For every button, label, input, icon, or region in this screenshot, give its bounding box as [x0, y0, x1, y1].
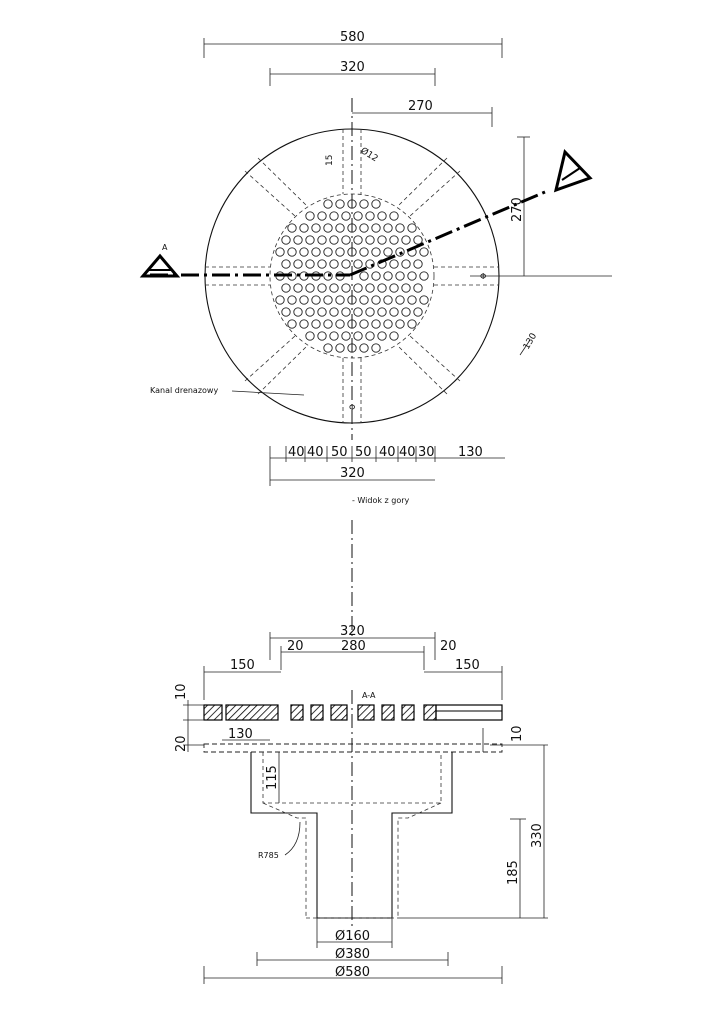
grate-hole: [306, 332, 314, 340]
grate-hole: [402, 308, 410, 316]
grate-hole: [324, 320, 332, 328]
section-title: A-A: [362, 691, 376, 700]
grate-hole: [372, 296, 380, 304]
dimension-channel-130: [520, 331, 539, 355]
grate-hole: [342, 260, 350, 268]
grate-hole: [294, 260, 302, 268]
grate-hole: [288, 296, 296, 304]
dimension-heights: [398, 745, 548, 918]
grate-hole: [354, 284, 362, 292]
grate-hole: [360, 200, 368, 208]
grate-hole: [420, 248, 428, 256]
dim-total-label: 320: [340, 466, 365, 481]
grate-hole: [402, 284, 410, 292]
grate-hole: [342, 212, 350, 220]
spacing-6: 40: [399, 445, 416, 460]
grate-hole: [324, 296, 332, 304]
dimension-chain: [270, 445, 505, 486]
dimension-plate-thickness: [174, 683, 204, 752]
grate-hole: [336, 224, 344, 232]
dim-channel-label: 130: [521, 331, 540, 352]
grate-hole: [342, 284, 350, 292]
dim-right-flange-label: 150: [455, 658, 480, 673]
grate-hole: [330, 236, 338, 244]
grate-hole: [306, 284, 314, 292]
grate-hole: [306, 212, 314, 220]
grate-hole: [378, 332, 386, 340]
grate-hole: [282, 308, 290, 316]
grate-hole: [312, 248, 320, 256]
dim-right-step-label: 20: [440, 639, 457, 654]
grate-hole: [324, 200, 332, 208]
grate-hole: [300, 248, 308, 256]
dim-left-flange-label: 150: [230, 658, 255, 673]
grate-hole: [390, 308, 398, 316]
grate-hole: [318, 260, 326, 268]
grate-hole: [408, 320, 416, 328]
grate-hole: [396, 272, 404, 280]
dim-right-edge-label: 10: [510, 725, 525, 742]
grate-hole: [318, 332, 326, 340]
grate-hole: [408, 296, 416, 304]
grate-plate: [204, 705, 502, 720]
grate-hole: [282, 284, 290, 292]
grate-hole: [354, 308, 362, 316]
grate-hole: [372, 224, 380, 232]
grate-hole: [366, 332, 374, 340]
grate-hole: [408, 272, 416, 280]
spacing-3: 50: [331, 445, 348, 460]
grate-hole: [360, 224, 368, 232]
grate-hole: [420, 272, 428, 280]
dimension-overall-580: [204, 30, 502, 58]
grate-hole: [324, 224, 332, 232]
grate-hole: [390, 332, 398, 340]
grate-hole: [366, 236, 374, 244]
grate-hole: [354, 332, 362, 340]
dim-top-label: 320: [340, 624, 365, 639]
grate-hole: [312, 296, 320, 304]
spacing-4: 50: [355, 445, 372, 460]
grate-hole: [294, 308, 302, 316]
grate-hole: [372, 344, 380, 352]
grate-hole: [378, 212, 386, 220]
grate-hole: [330, 284, 338, 292]
grate-hole: [414, 308, 422, 316]
flange: [204, 725, 525, 752]
grate-hole: [402, 236, 410, 244]
section-mark-left: A: [162, 243, 168, 252]
grate-hole: [342, 308, 350, 316]
section-view: [174, 624, 548, 984]
grate-hole: [288, 224, 296, 232]
grate-hole: [306, 308, 314, 316]
grate-hole: [282, 236, 290, 244]
grate-hole: [312, 320, 320, 328]
section-arrow-right: [556, 152, 590, 190]
grate-hole: [342, 236, 350, 244]
dimension-depth-115: [265, 752, 280, 803]
grate-hole: [300, 224, 308, 232]
grate-hole: [378, 308, 386, 316]
dia-pipe-label: Ø160: [335, 929, 371, 944]
grate-hole: [294, 236, 302, 244]
dim-height-label: 330: [530, 823, 545, 848]
grate-hole: [288, 248, 296, 256]
grate-hole: [390, 212, 398, 220]
grate-hole: [414, 284, 422, 292]
channel-callout: [150, 386, 304, 395]
grate-hole: [366, 212, 374, 220]
grate-hole: [336, 344, 344, 352]
dim-grate-label: 320: [340, 60, 365, 75]
grate-hole: [360, 272, 368, 280]
grate-hole: [318, 236, 326, 244]
grate-hole: [390, 284, 398, 292]
dia-flange-label: Ø580: [335, 965, 371, 980]
grate-hole: [372, 200, 380, 208]
phi-mark-bottom: Φ: [349, 403, 356, 412]
dim-inner-label: 280: [341, 639, 366, 654]
grate-hole: [342, 332, 350, 340]
grate-hole: [396, 248, 404, 256]
grate-hole: [372, 320, 380, 328]
dim-radius-label: 270: [408, 99, 433, 114]
grate-hole: [420, 296, 428, 304]
radius-callout: [258, 822, 300, 860]
grate-hole: [396, 296, 404, 304]
grate-hole: [360, 320, 368, 328]
dim-right-label: 130: [458, 445, 483, 460]
grate-hole: [336, 248, 344, 256]
view-caption: - Widok z gory: [352, 496, 410, 505]
dim-slot-label: 15: [325, 154, 335, 166]
grate-hole: [336, 320, 344, 328]
dimension-flanges-150: [204, 658, 502, 700]
grate-hole: [318, 284, 326, 292]
grate-hole: [312, 224, 320, 232]
channel-label: Kanal drenazowy: [150, 386, 219, 395]
grate-hole: [396, 320, 404, 328]
grate-hole: [276, 296, 284, 304]
spacing-7: 30: [418, 445, 435, 460]
grate-hole: [372, 272, 380, 280]
grate-hole: [414, 236, 422, 244]
grate-hole: [324, 344, 332, 352]
grate-hole: [330, 308, 338, 316]
grate-hole: [306, 260, 314, 268]
dimension-vertical-270: [510, 137, 530, 276]
grate-hole: [300, 320, 308, 328]
dimension-diameters: [204, 918, 502, 984]
dim-hole-label: Ø12: [358, 146, 380, 165]
grate-hole: [330, 332, 338, 340]
grate-hole: [384, 320, 392, 328]
grate-hole: [294, 284, 302, 292]
grate-hole: [378, 236, 386, 244]
grate-hole: [378, 284, 386, 292]
dim-depth-label: 115: [265, 765, 280, 790]
dimension-grate-320: [270, 60, 435, 86]
grate-hole: [384, 272, 392, 280]
grate-hole: [318, 308, 326, 316]
spacing-5: 40: [379, 445, 396, 460]
grate-hole: [390, 260, 398, 268]
grate-hole: [360, 296, 368, 304]
dimension-section-280: [281, 639, 457, 670]
grate-hole: [336, 296, 344, 304]
dimension-radius-270: [352, 99, 492, 127]
dim-flange-label: 20: [174, 735, 189, 752]
section-arrow-left: [143, 243, 177, 276]
grate-hole: [306, 236, 314, 244]
dim-left-step-label: 20: [287, 639, 304, 654]
dim-overall-label: 580: [340, 30, 365, 45]
phi-mark-right: Φ: [480, 272, 487, 281]
grate-hole: [414, 260, 422, 268]
grate-hole: [318, 212, 326, 220]
grate-hole: [330, 260, 338, 268]
radius-label: R785: [258, 851, 279, 860]
grate-hole: [354, 236, 362, 244]
grate-hole: [336, 200, 344, 208]
grate-hole: [366, 308, 374, 316]
dim-pipe-height-label: 185: [506, 860, 521, 885]
grate-hole: [276, 248, 284, 256]
grate-hole: [354, 260, 362, 268]
grate-hole: [372, 248, 380, 256]
grate-hole: [360, 248, 368, 256]
dim-plate-label: 10: [174, 683, 189, 700]
grate-hole: [384, 296, 392, 304]
grate-hole: [324, 248, 332, 256]
dia-body-label: Ø380: [335, 947, 371, 962]
grate-hole: [402, 260, 410, 268]
grate-hole: [354, 212, 362, 220]
grate-hole: [366, 284, 374, 292]
spacing-2: 40: [307, 445, 324, 460]
spacing-1: 40: [288, 445, 305, 460]
dim-edge-label: 130: [228, 727, 253, 742]
grate-hole: [282, 260, 290, 268]
grate-hole: [360, 344, 368, 352]
plan-view: [143, 30, 612, 505]
grate-hole: [288, 320, 296, 328]
grate-hole: [396, 224, 404, 232]
grate-hole: [384, 224, 392, 232]
grate-hole: [330, 212, 338, 220]
grate-hole: [408, 224, 416, 232]
dim-vertical-label: 270: [510, 197, 525, 222]
grate-hole: [384, 248, 392, 256]
grate-hole: [300, 296, 308, 304]
grate-hole: [390, 236, 398, 244]
